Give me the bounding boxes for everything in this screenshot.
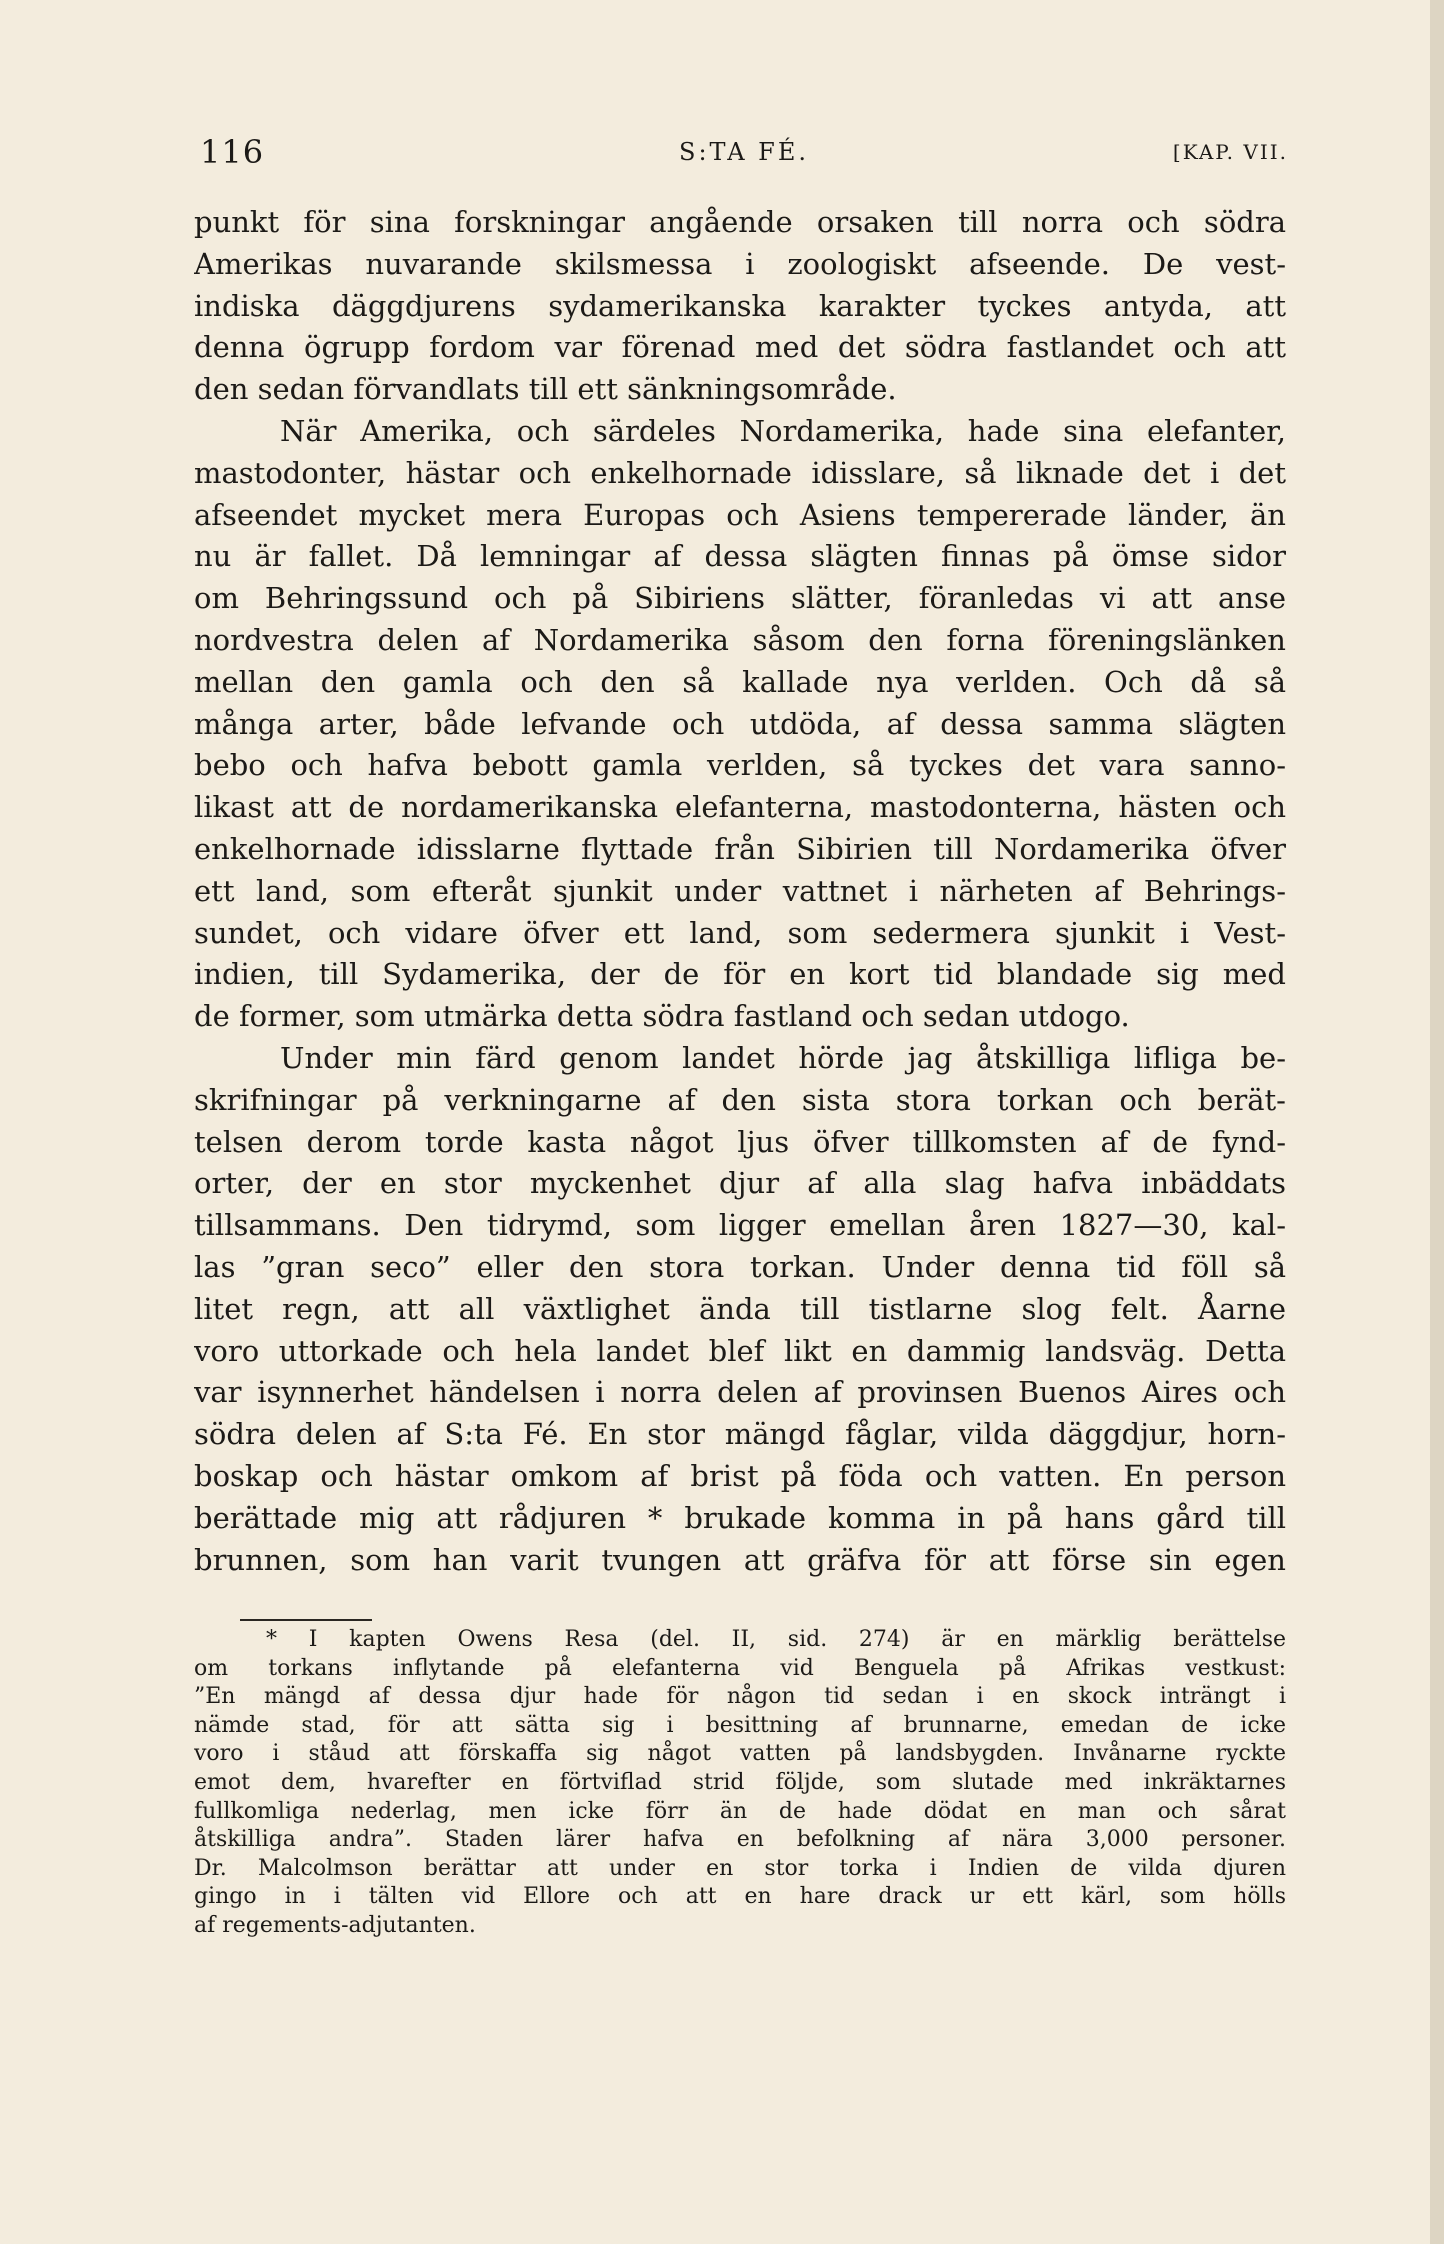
footnote-divider [240,1619,372,1621]
footnote-line: fullkomliga nederlag, men icke förr än de hade dödat en man och sårat [194,1798,1286,1824]
footnote-line: emot dem, hvarefter en förtviflad strid följde, som slutade med inkräktarnes [194,1769,1286,1795]
text-line: voro uttorkade och hela landet blef likt en dammig landsväg. Detta [194,1333,1286,1368]
footnote-line: ”En mängd af dessa djur hade för någon tid sedan i en skock inträngt i [194,1684,1286,1710]
text-line: mastodonter, hästar och enkelhornade idisslare, så liknade det i det [194,455,1286,490]
text-line: Under min färd genom landet hörde jag åtskilliga lifliga be- [280,1040,1286,1075]
footnote-line: * I kapten Owens Resa (del. II, sid. 274) är en märklig berättelse [266,1627,1286,1652]
text-line: om Behringssund och på Sibiriens slätter, föranledas vi att anse [194,581,1286,616]
text-line: afseendet mycket mera Europas och Asiens tempererade länder, än [194,497,1286,532]
footnote-line: nämde stad, för att sätta sig i besittning af brunnarne, emedan de icke [194,1712,1286,1738]
footnote-line: om torkans inflytande på elefanterna vid Benguela på Afrikas vestkust: [194,1655,1286,1681]
text-line: bebo och hafva bebott gamla verlden, så tyckes det vara sanno- [194,748,1286,783]
text-line: nu är fallet. Då lemningar af dessa slägten finnas på ömse sidor [194,539,1286,574]
text-line: När Amerika, och särdeles Nordamerika, hade sina elefanter, [280,413,1286,448]
text-line: indiska däggdjurens sydamerikanska karakter tyckes antyda, att [194,288,1286,323]
footnote-line: voro i ståud att förskaffa sig något vatten på landsbygden. Invånarne ryckte [194,1741,1286,1767]
text-line: boskap och hästar omkom af brist på föda och vatten. En person [194,1458,1286,1493]
page-number: 116 [200,133,265,171]
text-line: sundet, och vidare öfver ett land, som sedermera sjunkit i Vest- [194,915,1286,950]
text-line: ett land, som efteråt sjunkit under vattnet i närheten af Behrings- [194,873,1286,908]
chapter-reference: [KAP. VII. [1172,140,1288,164]
text-line: de former, som utmärka detta södra fastland och sedan utdogo. [194,999,1130,1034]
footnote-line: gingo in i tälten vid Ellore och att en hare drack ur ett kärl, som hölls [194,1884,1286,1910]
text-line: var isynnerhet händelsen i norra delen af provinsen Buenos Aires och [194,1375,1286,1410]
text-line: tillsammans. Den tidrymd, som ligger emellan åren 1827—30, kal- [194,1208,1286,1243]
text-line: södra delen af S:ta Fé. En stor mängd fåglar, vilda däggdjur, horn- [194,1417,1286,1452]
text-line: punkt för sina forskningar angående orsaken till norra och södra [194,205,1286,239]
text-line: las ”gran seco” eller den stora torkan. Under denna tid föll så [194,1249,1286,1284]
footnote-line: af regements-adjutanten. [194,1912,476,1938]
text-line: berättade mig att rådjuren * brukade komma in på hans gård till [194,1500,1286,1535]
footnote-line: åtskilliga andra”. Staden lärer hafva en befolkning af nära 3,000 personer. [194,1827,1286,1853]
text-line: telsen derom torde kasta något ljus öfver tillkomsten af de fynd- [194,1124,1286,1159]
text-line: likast att de nordamerikanska elefanterna, mastodonterna, hästen och [194,790,1286,825]
text-line: enkelhornade idisslarne flyttade från Sibirien till Nordamerika öfver [194,831,1286,866]
text-line: indien, till Sydamerika, der de för en kort tid blandade sig med [194,957,1286,992]
page-edge [1430,0,1444,2244]
text-line: nordvestra delen af Nordamerika såsom den forna föreningslänken [194,622,1286,657]
footnote [194,1626,1286,1941]
text-line: många arter, både lefvande och utdöda, af dessa samma slägten [194,706,1286,741]
page-header [200,132,1288,172]
running-head: S:TA FÉ. [679,138,809,166]
text-line: den sedan förvandlats till ett sänkningsområde. [194,372,897,407]
text-line: orter, der en stor myckenhet djur af alla slag hafva inbäddats [194,1166,1286,1201]
footnote-line: Dr. Malcolmson berättar att under en stor torka i Indien de vilda djuren [194,1855,1286,1881]
text-line: brunnen, som han varit tvungen att gräfva för att förse sin egen [194,1542,1286,1577]
text-line: litet regn, att all växtlighet ända till tistlarne slog felt. Åarne [194,1291,1286,1326]
text-line: Amerikas nuvarande skilsmessa i zoologiskt afseende. De vest- [194,246,1286,281]
body-text [194,202,1286,1581]
text-line: denna ögrupp fordom var förenad med det södra fastlandet och att [194,330,1286,365]
text-line: mellan den gamla och den så kallade nya verlden. Och då så [194,664,1286,699]
text-line: skrifningar på verkningarne af den sista stora torkan och berät- [194,1082,1286,1117]
